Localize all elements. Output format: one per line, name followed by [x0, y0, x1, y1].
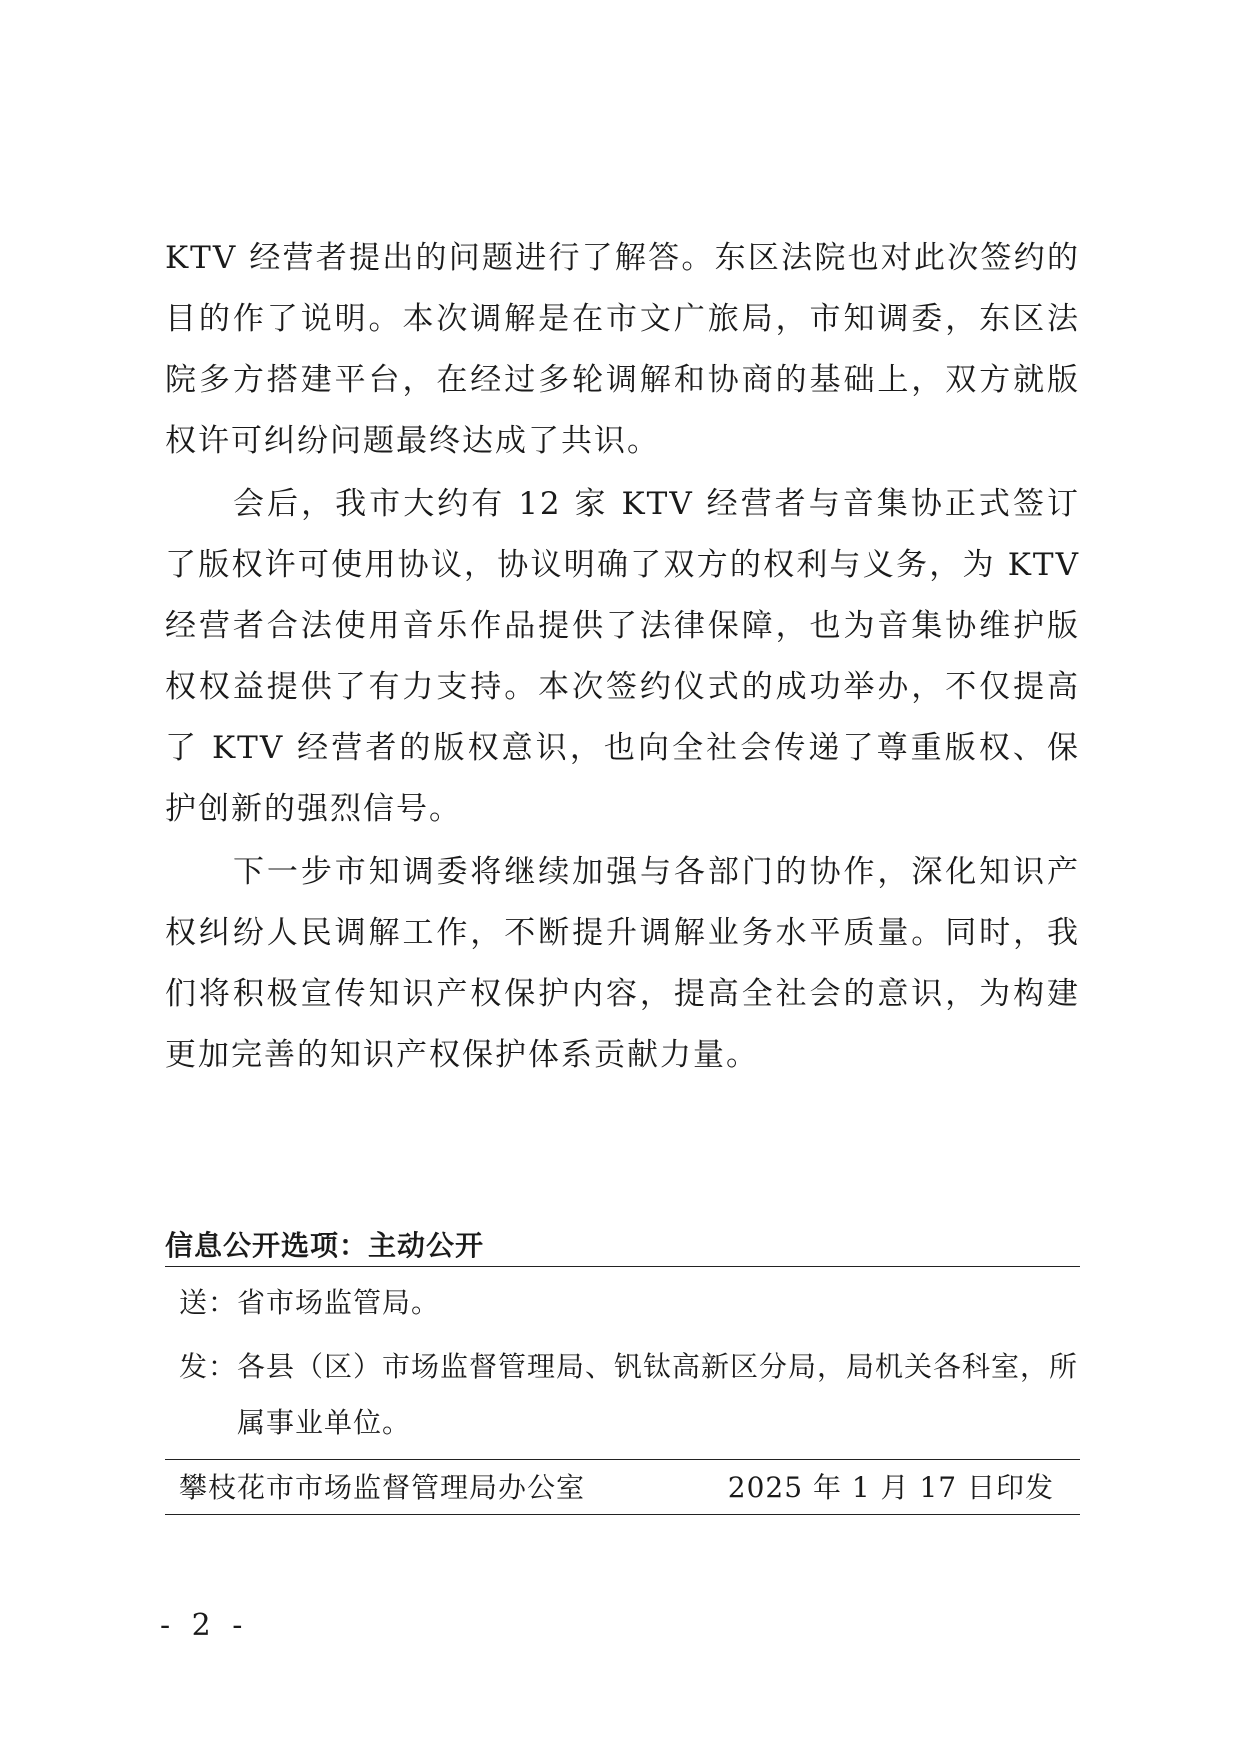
paragraph-1: KTV 经营者提出的问题进行了解答。东区法院也对此次签约的目的作了说明。本次调解是在市文广旅局，市知调委，东区法院多方搭建平台，在经过多轮调解和协商的基础上，双方就版权许可纠纷问题最终达成了共识。 [165, 228, 1080, 472]
page-number: - 2 - [160, 1608, 248, 1643]
disclosure-option: 信息公开选项：主动公开 [165, 1226, 1080, 1266]
divider-middle [165, 1459, 1080, 1460]
divider-top [165, 1266, 1080, 1267]
body-text [165, 228, 1080, 1086]
paragraph-2: 会后，我市大约有 12 家 KTV 经营者与音集协正式签订了版权许可使用协议，协议明确了双方的权利与义务，为 KTV 经营者合法使用音乐作品提供了法律保障，也为音集协维护版权权益提供了有力支持。本次签约仪式的成功举办，不仅提高了 KTV 经营者的版权意识，也向全社会传递了尊重版权、保护创新的强烈信号。 [165, 474, 1080, 840]
send-value: 省市场监管局。 [237, 1286, 440, 1319]
issue-label: 发： [179, 1339, 237, 1451]
issue-date: 2025 年 1 月 17 日印发 [728, 1462, 1054, 1514]
paragraph-3: 下一步市知调委将继续加强与各部门的协作，深化知识产权纠纷人民调解工作，不断提升调解业务水平质量。同时，我们将积极宣传知识产权保护内容，提高全社会的意识，为构建更加完善的知识产权保护体系贡献力量。 [165, 842, 1080, 1086]
distribution-block [165, 1226, 1080, 1515]
printer-row [165, 1462, 1080, 1514]
send-row [165, 1283, 1080, 1323]
issue-value [237, 1339, 1080, 1451]
issue-row [165, 1339, 1080, 1451]
document-page [0, 0, 1240, 1754]
send-label: 送： [179, 1286, 237, 1319]
issue-value-line-2: 属事业单位。 [237, 1395, 1080, 1451]
issue-value-line-1: 各县（区）市场监督管理局、钒钛高新区分局，局机关各科室，所 [237, 1339, 1080, 1395]
issuer-office: 攀枝花市市场监督管理局办公室 [179, 1462, 585, 1514]
divider-bottom [165, 1514, 1080, 1515]
